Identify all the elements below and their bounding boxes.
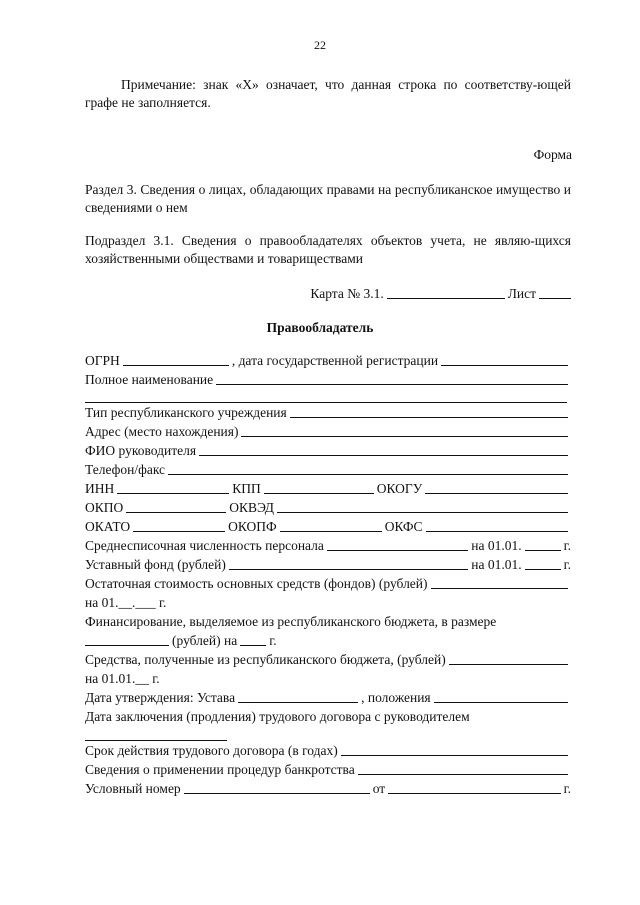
conditional-number-field[interactable] bbox=[184, 780, 370, 794]
approval-charter-label: Дата утверждения: Устава bbox=[85, 690, 236, 705]
section-heading: Раздел 3. Сведения о лицах, обладающих правами на республиканское имущество и сведениями о нем bbox=[85, 182, 571, 215]
ogrn-label: ОГРН bbox=[85, 353, 120, 368]
staff-year-suffix: г. bbox=[563, 538, 571, 553]
phone-label: Телефон/факс bbox=[85, 462, 166, 477]
okopf-label: ОКОПФ bbox=[228, 519, 277, 534]
okpo-label: ОКПО bbox=[85, 500, 124, 515]
contract-date-field[interactable] bbox=[85, 740, 227, 741]
director-field[interactable] bbox=[199, 442, 568, 456]
okfs-field[interactable] bbox=[426, 518, 568, 532]
address-field[interactable] bbox=[241, 423, 568, 437]
residual-row bbox=[85, 575, 571, 592]
approval-reg-label: , положения bbox=[361, 690, 431, 705]
full-name-field[interactable] bbox=[216, 371, 568, 385]
form-label: Форма bbox=[533, 147, 572, 162]
okved-label: ОКВЭД bbox=[229, 500, 275, 515]
bankruptcy-label: Сведения о применении процедур банкротства bbox=[85, 762, 355, 777]
residual-date-label: на 01.__.___ г. bbox=[85, 595, 167, 610]
conditional-year-suffix: г. bbox=[563, 781, 571, 796]
funding-year-field[interactable] bbox=[240, 632, 266, 646]
residual-date-row bbox=[85, 594, 571, 611]
okpo-field[interactable] bbox=[126, 499, 226, 513]
okato-field[interactable] bbox=[133, 518, 225, 532]
okved-field[interactable] bbox=[277, 499, 568, 513]
conditional-date-field[interactable] bbox=[388, 780, 560, 794]
phone-field[interactable] bbox=[168, 461, 568, 475]
funding-tail-row bbox=[85, 632, 571, 649]
bankruptcy-field[interactable] bbox=[358, 761, 568, 775]
okato-label: ОКАТО bbox=[85, 519, 131, 534]
director-label: ФИО руководителя bbox=[85, 443, 197, 458]
note-paragraph: Примечание: знак «X» означает, что данная строка по соответству-ющей графе не заполняется. bbox=[85, 77, 571, 110]
received-date-row bbox=[85, 670, 571, 687]
capital-field[interactable] bbox=[229, 556, 468, 570]
bankruptcy-row bbox=[85, 761, 571, 778]
contract-term-field[interactable] bbox=[341, 742, 568, 756]
staff-year-field[interactable] bbox=[525, 537, 561, 551]
conditional-number-row bbox=[85, 780, 571, 797]
reg-date-label: , дата государственной регистрации bbox=[231, 353, 439, 368]
charter-date-field[interactable] bbox=[238, 689, 358, 703]
funding-tail-label: (рублей) на bbox=[172, 633, 238, 648]
full-name-row bbox=[85, 371, 571, 388]
card-label: Карта № 3.1. bbox=[310, 286, 384, 301]
funding-row bbox=[85, 613, 571, 630]
contract-date-label: Дата заключения (продления) трудового договора с руководителем bbox=[85, 709, 470, 724]
funding-label: Финансирование, выделяемое из республиканского бюджета, в размере bbox=[85, 614, 497, 629]
phone-row bbox=[85, 461, 571, 478]
type-label: Тип республиканского учреждения bbox=[85, 405, 287, 420]
type-row bbox=[85, 404, 571, 421]
capital-row bbox=[85, 556, 571, 573]
director-row bbox=[85, 442, 571, 459]
page-number: 22 bbox=[314, 38, 326, 52]
capital-date-label: на 01.01. bbox=[471, 557, 522, 572]
received-row bbox=[85, 651, 571, 668]
from-label: от bbox=[372, 781, 386, 796]
regulation-date-field[interactable] bbox=[434, 689, 568, 703]
residual-field[interactable] bbox=[431, 575, 568, 589]
reg-date-field[interactable] bbox=[441, 352, 568, 366]
card-line bbox=[85, 285, 571, 302]
received-field[interactable] bbox=[449, 651, 568, 665]
capital-label: Уставный фонд (рублей) bbox=[85, 557, 226, 572]
conditional-number-label: Условный номер bbox=[85, 781, 181, 796]
contract-term-label: Срок действия трудового договора (в годах) bbox=[85, 743, 338, 758]
type-field[interactable] bbox=[290, 404, 568, 418]
okpo-row bbox=[85, 499, 571, 516]
subsection-heading: Подраздел 3.1. Сведения о правообладателях объектов учета, не являю-щихся хозяйственными обществами и товариществами bbox=[85, 233, 571, 266]
staff-row bbox=[85, 537, 571, 554]
sheet-label: Лист bbox=[507, 286, 536, 301]
sheet-number-field[interactable] bbox=[539, 285, 571, 299]
staff-label: Среднесписочная численность персонала bbox=[85, 538, 324, 553]
kpp-field[interactable] bbox=[264, 480, 374, 494]
form-title: Правообладатель bbox=[266, 320, 374, 335]
okopf-field[interactable] bbox=[280, 518, 382, 532]
received-label: Средства, полученные из республиканского бюджета, (рублей) bbox=[85, 652, 446, 667]
contract-term-row bbox=[85, 742, 571, 759]
card-number-field[interactable] bbox=[387, 285, 505, 299]
ogrn-row bbox=[85, 352, 571, 369]
full-name-continuation-line[interactable] bbox=[85, 402, 567, 403]
inn-label: ИНН bbox=[85, 481, 115, 496]
okogu-label: ОКОГУ bbox=[376, 481, 423, 496]
received-date-label: на 01.01.__ г. bbox=[85, 671, 160, 686]
ogrn-field[interactable] bbox=[123, 352, 229, 366]
kpp-label: КПП bbox=[232, 481, 261, 496]
capital-year-suffix: г. bbox=[563, 557, 571, 572]
address-label: Адрес (место нахождения) bbox=[85, 424, 239, 439]
staff-field[interactable] bbox=[327, 537, 468, 551]
okato-row bbox=[85, 518, 571, 535]
inn-row bbox=[85, 480, 571, 497]
full-name-label: Полное наименование bbox=[85, 372, 214, 387]
okfs-label: ОКФС bbox=[384, 519, 423, 534]
funding-amount-field[interactable] bbox=[85, 632, 169, 646]
address-row bbox=[85, 423, 571, 440]
staff-date-label: на 01.01. bbox=[471, 538, 522, 553]
okogu-field[interactable] bbox=[425, 480, 568, 494]
approval-row bbox=[85, 689, 571, 706]
capital-year-field[interactable] bbox=[525, 556, 561, 570]
contract-date-row bbox=[85, 708, 571, 725]
funding-year-suffix: г. bbox=[269, 633, 277, 648]
residual-label: Остаточная стоимость основных средств (фондов) (рублей) bbox=[85, 576, 428, 591]
inn-field[interactable] bbox=[117, 480, 229, 494]
